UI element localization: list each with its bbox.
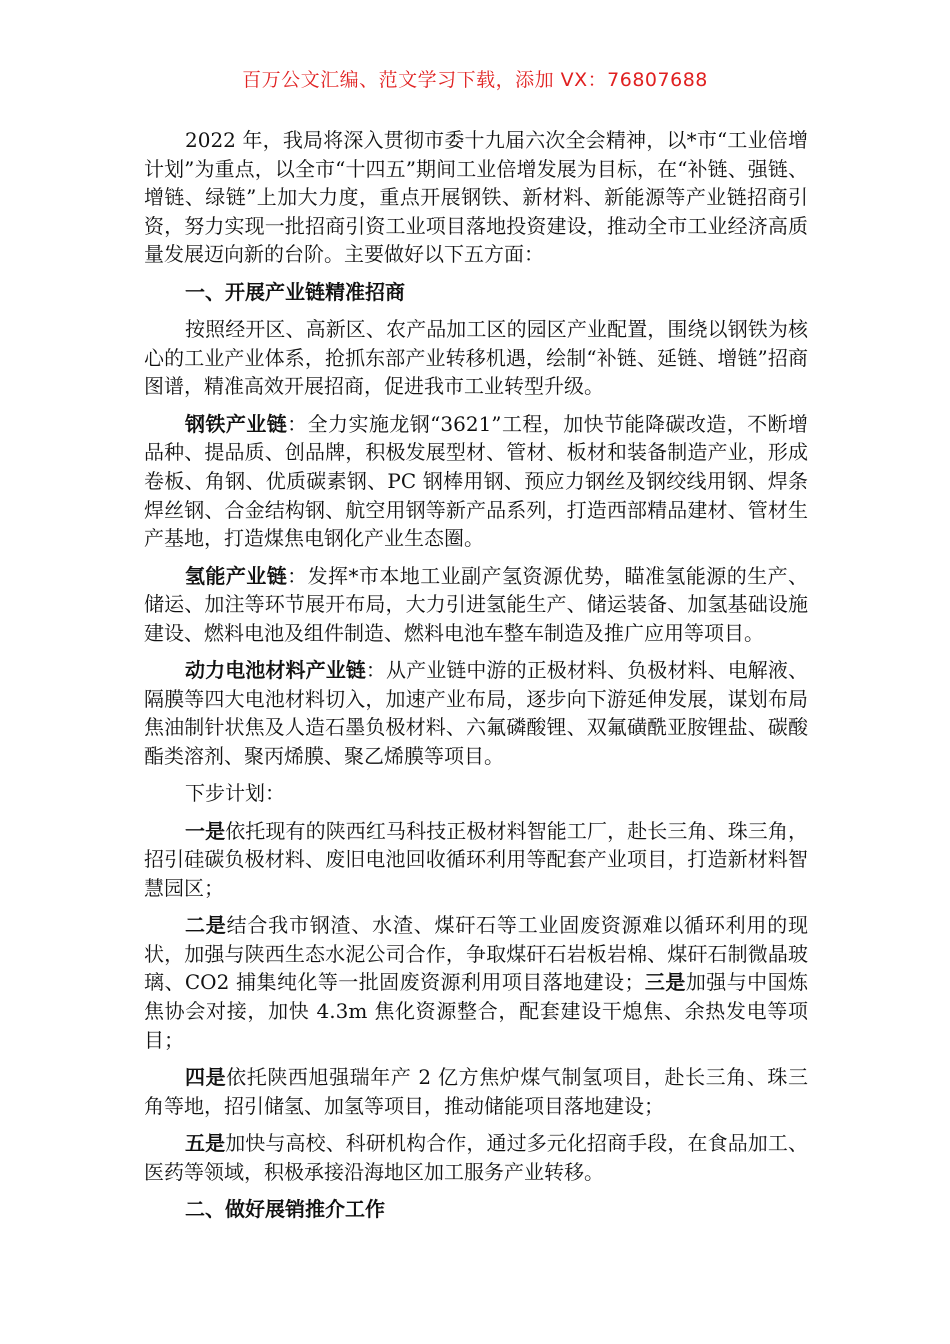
- steel-chain-label: 钢铁产业链: [185, 411, 288, 436]
- battery-chain-paragraph: [144, 656, 808, 770]
- plan-item-1-label: 一是: [185, 818, 226, 843]
- plan-item-4: [144, 1063, 808, 1120]
- plan-item-5: [144, 1129, 808, 1186]
- section-2-heading: 二、做好展销推介工作: [185, 1196, 385, 1221]
- plan-item-4-label: 四是: [185, 1064, 227, 1089]
- steel-chain-paragraph: [144, 410, 808, 553]
- plan-item-2-3: [144, 911, 808, 1054]
- hydrogen-chain-paragraph: [144, 562, 808, 648]
- plan-item-5-text: 加快与高校、科研机构合作，通过多元化招商手段，在食品加工、医药等领域，积极承接沿海地区加工服务产业转移。: [144, 1130, 809, 1184]
- document-body: [144, 126, 808, 1232]
- watermark-header: 百万公文汇编、范文学习下载，添加 VX：76807688: [242, 69, 708, 91]
- battery-chain-text: ：从产业链中游的正极材料、负极材料、电解液、隔膜等四大电池材料切入，加速产业布局，逐步向下游延伸发展，谋划布局焦油制针状焦及人造石墨负极材料、六氟磷酸锂、双氟磺酰亚胺锂盐、碳酸酯类溶剂、聚丙烯膜、聚乙烯膜等项目。: [144, 658, 809, 768]
- plan-item-2-label: 二是: [185, 913, 227, 938]
- section-1-intro: 按照经开区、高新区、农产品加工区的园区产业配置，围绕以钢铁为核心的工业产业体系，抢抓东部产业转移机遇，绘制“补链、延链、增链”招商图谱，精准高效开展招商，促进我市工业转型升级。: [144, 317, 808, 399]
- battery-chain-label: 动力电池材料产业链: [185, 658, 366, 683]
- section-1-heading: 一、开展产业链精准招商: [185, 279, 405, 304]
- hydrogen-chain-label: 氢能产业链: [185, 563, 288, 588]
- hydrogen-chain-text: ：发挥*市本地工业副产氢资源优势，瞄准氢能源的生产、储运、加注等环节展开布局，大力引进氢能生产、储运装备、加氢基础设施建设、燃料电池及组件制造、燃料电池车整车制造及推广应用等项目。: [144, 563, 809, 645]
- plan-item-3-label: 三是: [644, 970, 686, 995]
- plan-item-4-text: 依托陕西旭强瑞年产 2 亿方焦炉煤气制氢项目，赴长三角、珠三角等地，招引储氢、加氢等项目，推动储能项目落地建设；: [144, 1064, 808, 1118]
- plan-item-2-text: 结合我市钢渣、水渣、煤矸石等工业固废资源难以循环利用的现状，加强与陕西生态水泥公司合作，争取煤矸石岩板岩棉、煤矸石制微晶玻璃、CO2 捕集纯化等一批固废资源利用项目落地建设；: [144, 913, 809, 995]
- plan-item-1-text: 依托现有的陕西红马科技正极材料智能工厂，赴长三角、珠三角，招引硅碳负极材料、废旧电池回收循环利用等配套产业项目，打造新材料智慧园区；: [144, 818, 809, 900]
- plan-item-5-label: 五是: [185, 1130, 226, 1155]
- plan-title: 下步计划：: [185, 781, 285, 806]
- plan-item-1: [144, 817, 808, 903]
- intro-paragraph: 2022 年，我局将深入贯彻市委十九届六次全会精神，以*市“工业倍增计划”为重点，以全市“十四五”期间工业倍增发展为目标，在“补链、强链、增链、绿链”上加大力度，重点开展钢铁、新材料、新能源等产业链招商引资，努力实现一批招商引资工业项目落地投资建设，推动全市工业经济高质量发展迈向新的台阶。主要做好以下五方面：: [144, 128, 808, 267]
- steel-chain-text: ：全力实施龙钢“3621”工程，加快节能降碳改造，不断增品种、提品质、创品牌，积极发展型材、管材、板材和装备制造产业，形成卷板、角钢、优质碳素钢、PC 钢棒用钢、预应力钢丝及钢绞线用钢、焊条焊丝钢、合金结构钢、航空用钢等新产品系列，打造西部精品建材、管材生产基地，打造煤焦电钢化产业生态圈。: [144, 411, 808, 551]
- plan-item-3-text: 加强与中国炼焦协会对接，加快 4.3m 焦化资源整合，配套建设干熄焦、余热发电等项目；: [144, 970, 809, 1052]
